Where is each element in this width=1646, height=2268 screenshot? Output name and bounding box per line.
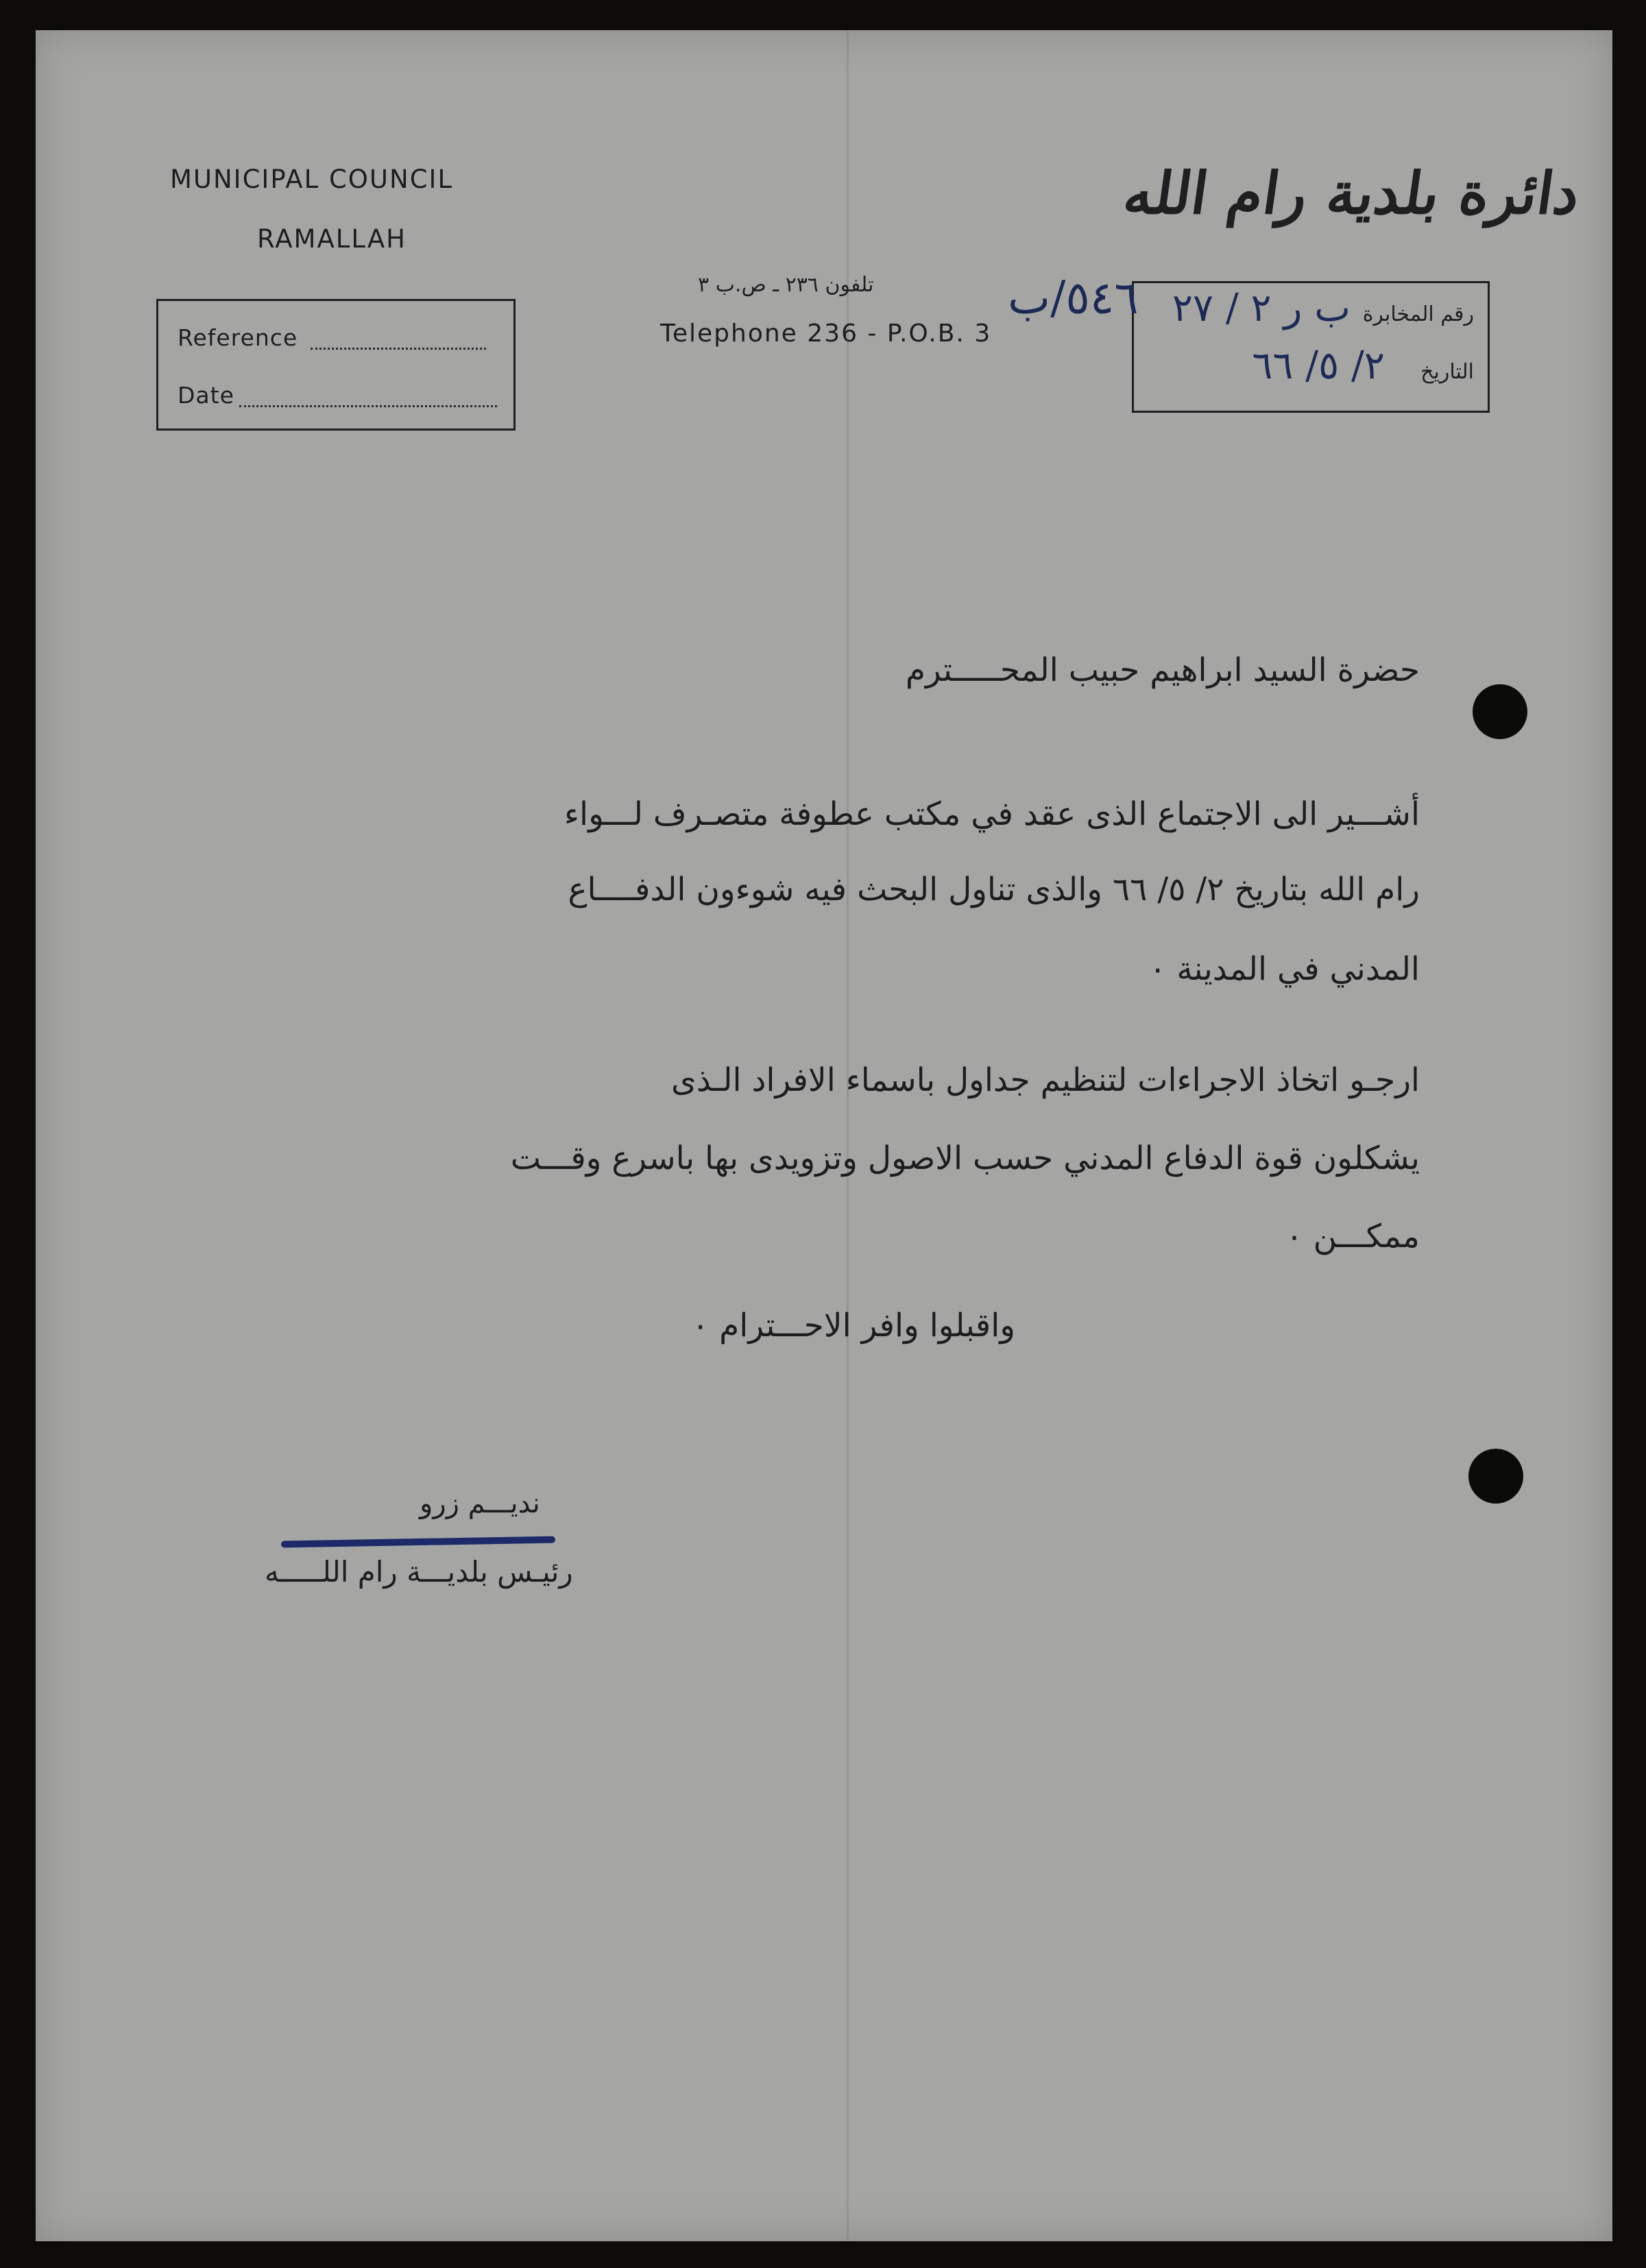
arabic-reference-label: رقم المخابرة	[1362, 302, 1474, 326]
arabic-date-label: التاريخ	[1420, 360, 1474, 384]
paragraph2-line3: ممكـــن ٠	[1285, 1218, 1420, 1255]
date-dotted-line	[239, 405, 497, 407]
reference-dotted-line	[311, 348, 486, 350]
closing: واقبلوا وافر الاحـــترام ٠	[691, 1307, 1015, 1344]
signatory-name: نديـــم زرو	[420, 1488, 540, 1519]
paragraph2-line1: ارجـو اتخاذ الاجراءات لتنظيم جداول باسماء الافراد الـذى	[670, 1061, 1420, 1099]
paragraph2-line2: يشكلون قوة الدفاع المدني حسب الاصول وتزويدى بها باسرع وقـــت	[510, 1139, 1420, 1177]
signatory-title: رئيـس بلديـــة رام اللـــــه	[265, 1555, 573, 1589]
paragraph1-line2: رام الله بتاريخ ٢/ ٥/ ٦٦ والذى تناول البحث فيه شوءون الدفــــاع	[568, 871, 1420, 908]
telephone-arabic: تلفون ٢٣٦ ـ ص.ب ٣	[698, 273, 874, 297]
salutation: حضرة السيد ابراهيم حبيب المحـــــترم	[905, 651, 1420, 689]
punch-hole-bottom	[1468, 1449, 1523, 1504]
handwritten-date: ٢/ ٥/ ٦٦	[1252, 343, 1385, 388]
english-title-line2: RAMALLAH	[257, 224, 407, 254]
english-title-line1: MUNICIPAL COUNCIL	[170, 165, 454, 194]
reference-box	[156, 299, 516, 431]
paper-fold	[847, 30, 849, 2241]
arabic-reference-box	[1132, 281, 1490, 413]
arabic-logo: دائرة بلدية رام الله	[1119, 159, 1584, 227]
reference-label: Reference	[178, 324, 298, 351]
paragraph1-line1: أشـــير الى الاجتماع الذى عقد في مكتب عطوفة متصـرف لـــواء	[564, 795, 1420, 833]
telephone-english: Telephone 236 - P.O.B. 3	[660, 319, 992, 348]
date-label: Date	[178, 382, 234, 409]
punch-hole-top	[1473, 684, 1527, 739]
handwritten-margin-number: ٥٤٦/ب	[1008, 272, 1139, 324]
paragraph1-line3: المدني في المدينة ٠	[1149, 950, 1420, 988]
handwritten-reference-number: ب ر ٢ / ٢٧	[1172, 286, 1351, 330]
